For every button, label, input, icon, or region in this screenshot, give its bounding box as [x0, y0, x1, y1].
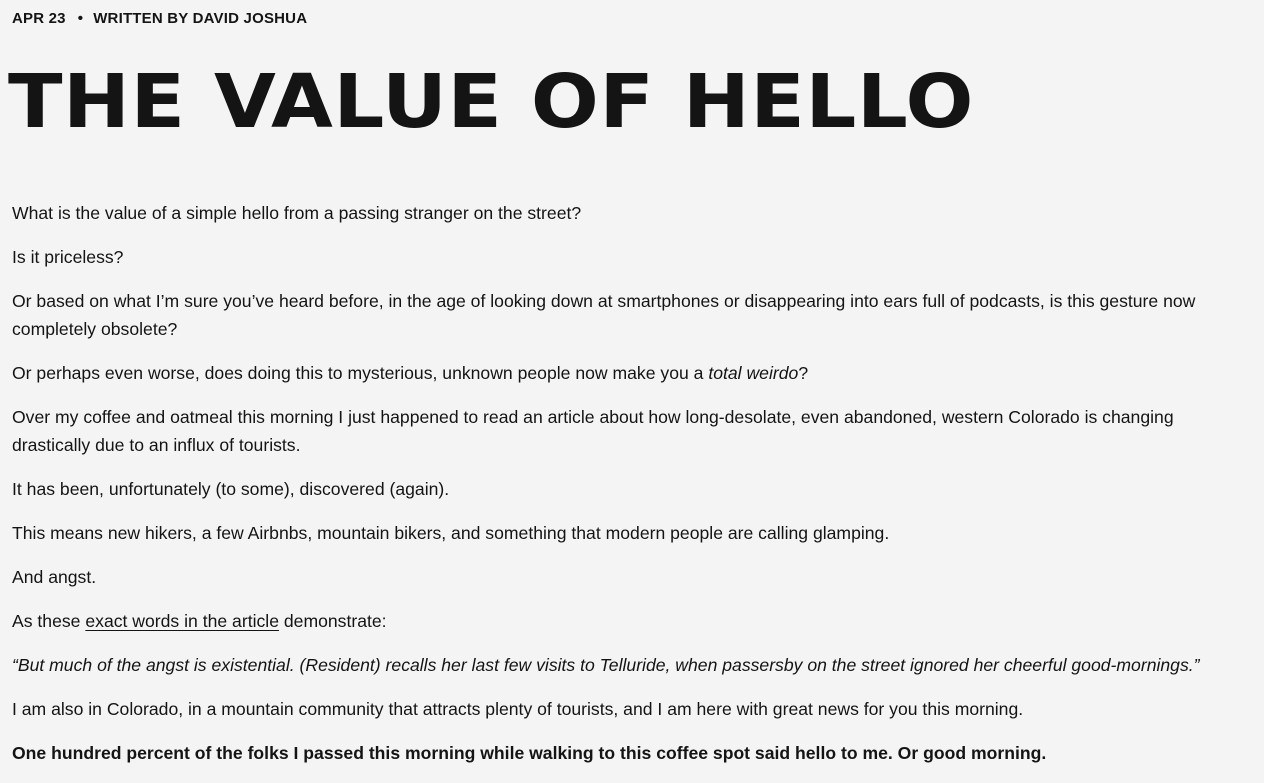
paragraph-colorado-article: Over my coffee and oatmeal this morning I just happened to read an article about how long-desolate, even abandoned, western Colorado is changing drastically due to an influx of tourists. [12, 407, 1174, 455]
meta-separator: • [77, 10, 84, 27]
article-body [12, 199, 1232, 783]
paragraph-weirdo-end: ? [798, 363, 809, 383]
paragraph-intro-question: What is the value of a simple hello from a passing stranger on the street? [12, 203, 582, 223]
paragraph-priceless: Is it priceless? [12, 247, 124, 267]
paragraph-exact-words [12, 607, 1232, 635]
article-quote: “But much of the angst is existential. (Resident) recalls her last few visits to Telluride, when passersby on the street ignored her cheerful good-mornings.” [12, 655, 1200, 675]
paragraph-hundred-percent: One hundred percent of the folks I passed this morning while walking to this coffee spot said hello to me. Or good morning. [12, 743, 1047, 763]
paragraph-obsolete: Or based on what I’m sure you’ve heard before, in the age of looking down at smartphones or disappearing into ears full of podcasts, is this gesture now completely obsolete? [12, 291, 1196, 339]
post-meta [12, 10, 307, 27]
paragraph-exact-words-text: As these [12, 611, 86, 631]
paragraph-angst: And angst. [12, 567, 97, 587]
paragraph-also-in-colorado: I am also in Colorado, in a mountain community that attracts plenty of tourists, and I am here with great news for you this morning. [12, 699, 1024, 719]
post-date: APR 23 [12, 10, 66, 27]
paragraph-exact-words-end: demonstrate: [278, 611, 387, 631]
post-title: THE VALUE OF HELLO [8, 59, 974, 145]
paragraph-discovered: It has been, unfortunately (to some), discovered (again). [12, 479, 450, 499]
paragraph-weirdo [12, 359, 1232, 387]
emphasis-total-weirdo: total weirdo [708, 363, 799, 383]
article-link[interactable]: exact words in the article [85, 611, 279, 631]
paragraph-weirdo-text: Or perhaps even worse, does doing this to mysterious, unknown people now make you a [12, 363, 709, 383]
paragraph-glamping: This means new hikers, a few Airbnbs, mountain bikers, and something that modern people are calling glamping. [12, 523, 890, 543]
post-byline: WRITTEN BY DAVID JOSHUA [93, 10, 308, 27]
